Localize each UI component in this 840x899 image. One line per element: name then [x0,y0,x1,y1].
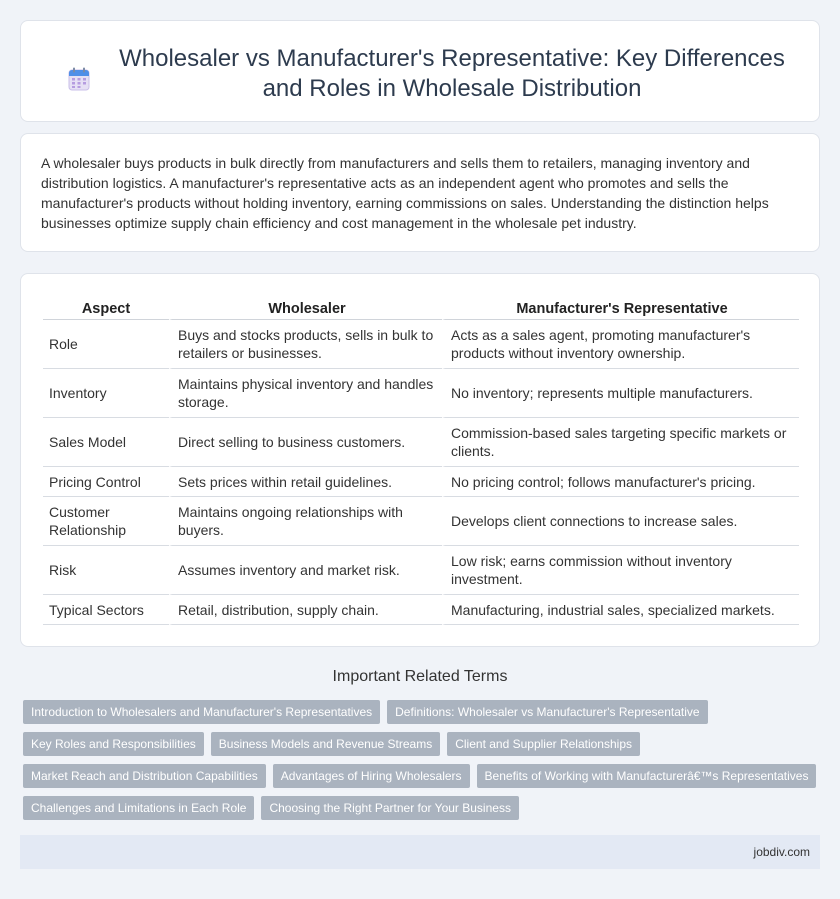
table-row [43,467,799,497]
related-term-link[interactable]: Challenges and Limitations in Each Role [23,796,254,820]
table-row [43,595,799,625]
related-term-link[interactable]: Choosing the Right Partner for Your Business [261,796,518,820]
cell-aspect: Customer Relationship [43,497,169,546]
related-term-link[interactable]: Definitions: Wholesaler vs Manufacturer's Representative [387,700,707,724]
cell-wholesaler: Sets prices within retail guidelines. [169,467,442,497]
cell-representative: Manufacturing, industrial sales, specialized markets. [442,595,799,625]
intro-paragraph: A wholesaler buys products in bulk directly from manufacturers and sells them to retailers, managing inventory and distribution logistics. A manufacturer's representative acts as an independent agent who promotes and sells the manufacturer's products without holding inventory, earning commissions on sales. Understanding the distinction helps businesses optimize supply chain efficiency and cost management in the wholesale pet industry. [41,155,769,231]
cell-wholesaler: Retail, distribution, supply chain. [169,595,442,625]
related-term-link[interactable]: Advantages of Hiring Wholesalers [273,764,470,788]
footer [20,835,820,869]
table-row [43,320,799,369]
cell-aspect: Typical Sectors [43,595,169,625]
cell-aspect: Sales Model [43,418,169,467]
cell-representative: Develops client connections to increase sales. [442,497,799,546]
header-manufacturers-representative: Manufacturer's Representative [442,296,799,320]
cell-representative: Commission-based sales targeting specific markets or clients. [442,418,799,467]
table-header-row [43,296,799,320]
table-row [43,369,799,418]
footer-site-link[interactable]: jobdiv.com [753,845,810,859]
related-term-link[interactable]: Market Reach and Distribution Capabilities [23,764,266,788]
related-term-link[interactable]: Benefits of Working with Manufacturerâ€™s Representatives [477,764,817,788]
related-term-link[interactable]: Client and Supplier Relationships [447,732,640,756]
cell-wholesaler: Direct selling to business customers. [169,418,442,467]
related-term-link[interactable]: Business Models and Revenue Streams [211,732,440,756]
cell-wholesaler: Maintains ongoing relationships with buyers. [169,497,442,546]
cell-wholesaler: Assumes inventory and market risk. [169,546,442,595]
cell-representative: Low risk; earns commission without inventory investment. [442,546,799,595]
related-terms-list [23,700,823,828]
header-wholesaler: Wholesaler [169,296,442,320]
related-terms-heading: Important Related Terms [332,668,508,685]
table-row [43,418,799,467]
table-row [43,497,799,546]
table-row [43,546,799,595]
cell-wholesaler: Buys and stocks products, sells in bulk to retailers or businesses. [169,320,442,369]
related-term-link[interactable]: Introduction to Wholesalers and Manufacturer's Representatives [23,700,380,724]
page-title: Wholesaler vs Manufacturer's Representative: Key Differences and Roles in Wholesale Distribution [119,45,785,102]
cell-representative: Acts as a sales agent, promoting manufacturer's products without inventory ownership. [442,320,799,369]
title-card [20,20,820,122]
cell-representative: No pricing control; follows manufacturer's pricing. [442,467,799,497]
cell-aspect: Role [43,320,169,369]
intro-card [20,133,820,252]
cell-representative: No inventory; represents multiple manufacturers. [442,369,799,418]
cell-wholesaler: Maintains physical inventory and handles storage. [169,369,442,418]
cell-aspect: Pricing Control [43,467,169,497]
comparison-card [20,273,820,647]
header-aspect: Aspect [43,296,169,320]
cell-aspect: Risk [43,546,169,595]
related-term-link[interactable]: Key Roles and Responsibilities [23,732,204,756]
comparison-table [43,296,799,625]
calendar-icon [68,67,90,91]
cell-aspect: Inventory [43,369,169,418]
